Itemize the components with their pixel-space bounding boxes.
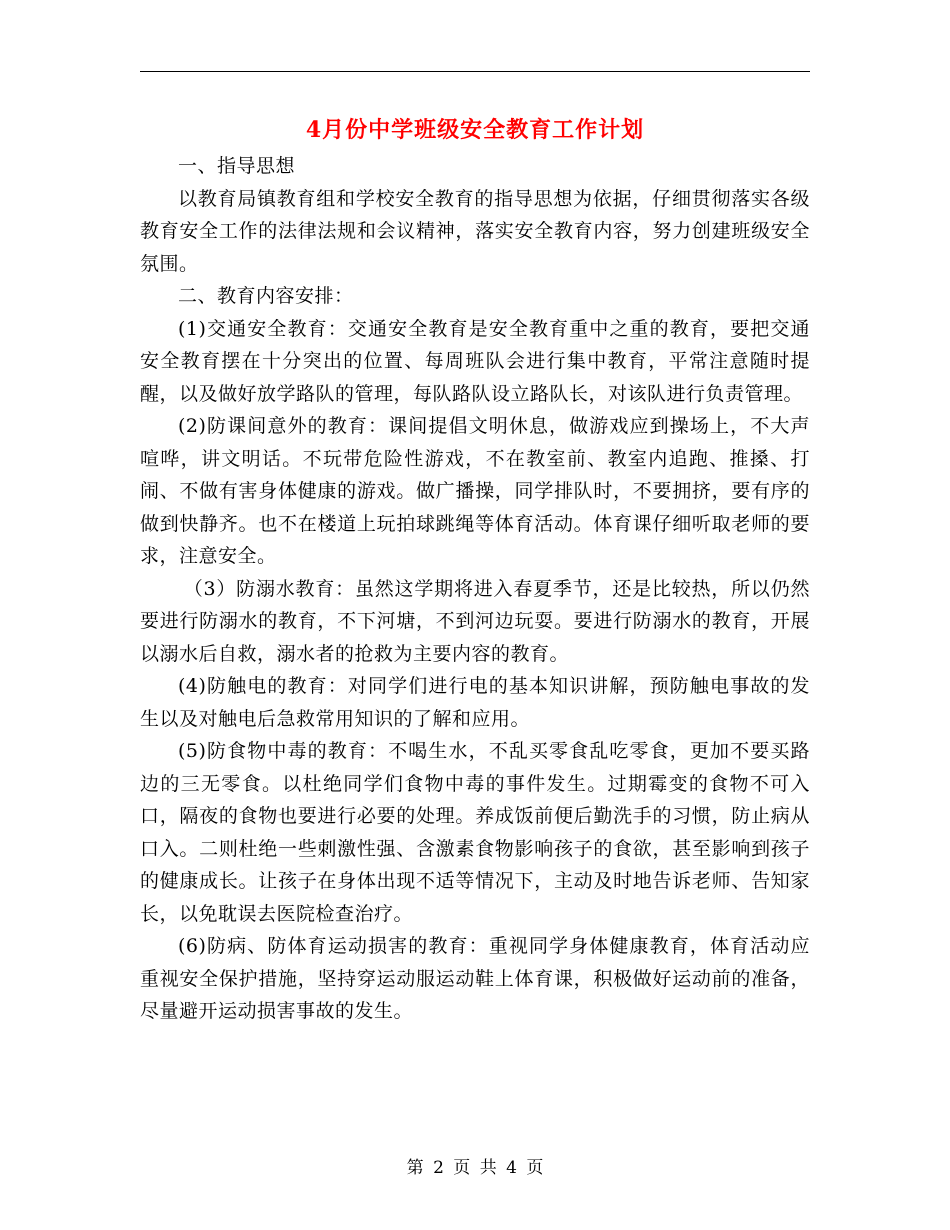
paragraph-drowning-prevention: （3）防溺水教育：虽然这学期将进入春夏季节，还是比较热，所以仍然要进行防溺水的教育，不下河塘，不到河边玩耍。要进行防溺水的教育，开展以溺水后自救，溺水者的抢救为主要内容的教育。 bbox=[140, 577, 810, 665]
paragraph-electric-shock: (4)防触电的教育：对同学们进行电的基本知识讲解，预防触电事故的发生以及对触电后急救常用知识的了解和应用。 bbox=[140, 675, 810, 730]
paragraph-food-poisoning: (5)防食物中毒的教育：不喝生水，不乱买零食乱吃零食，更加不要买路边的三无零食。以杜绝同学们食物中毒的事件发生。过期霉变的食物不可入口，隔夜的食物也要进行必要的处理。养成饭前便后勤洗手的习惯，防止病从口入。二则杜绝一些刺激性强、含激素食物影响孩子的食欲，甚至影响到孩子的健康成长。让孩子在身体出现不适等情况下，主动及时地告诉老师、告知家长，以免耽误去医院检查治疗。 bbox=[140, 740, 810, 925]
header-rule bbox=[140, 71, 810, 72]
page-indicator: 第 2 页 共 4 页 bbox=[406, 1158, 544, 1178]
paragraph-break-accidents: (2)防课间意外的教育：课间提倡文明休息，做游戏应到操场上，不大声喧哗，讲文明话。不玩带危险性游戏，不在教室前、教室内追跑、推搡、打闹、不做有害身体健康的游戏。做广播操，同学排队时，不要拥挤，要有序的做到快静齐。也不在楼道上玩拍球跳绳等体育活动。体育课仔细听取老师的要求，注意安全。 bbox=[140, 415, 810, 567]
paragraph-traffic-safety: (1)交通安全教育：交通安全教育是安全教育重中之重的教育，要把交通安全教育摆在十分突出的位置、每周班队会进行集中教育，平常注意随时提醒，以及做好放学路队的管理，每队路队设立路队长，对该队进行负责管理。 bbox=[140, 317, 810, 405]
section-heading-guiding-thought: 一、指导思想 bbox=[178, 155, 296, 177]
paragraph-guiding-thought: 以教育局镇教育组和学校安全教育的指导思想为依据，仔细贯彻落实各级教育安全工作的法律法规和会议精神，落实安全教育内容，努力创建班级安全氛围。 bbox=[140, 187, 810, 275]
section-heading-content-arrangement: 二、教育内容安排： bbox=[178, 285, 354, 307]
document-body bbox=[140, 150, 810, 1028]
document-title: 4月份中学班级安全教育工作计划 bbox=[305, 117, 645, 143]
paragraph-sports-injury: (6)防病、防体育运动损害的教育：重视同学身体健康教育，体育活动应重视安全保护措施，坚持穿运动服运动鞋上体育课，积极做好运动前的准备，尽量避开运动损害事故的发生。 bbox=[140, 935, 810, 1022]
